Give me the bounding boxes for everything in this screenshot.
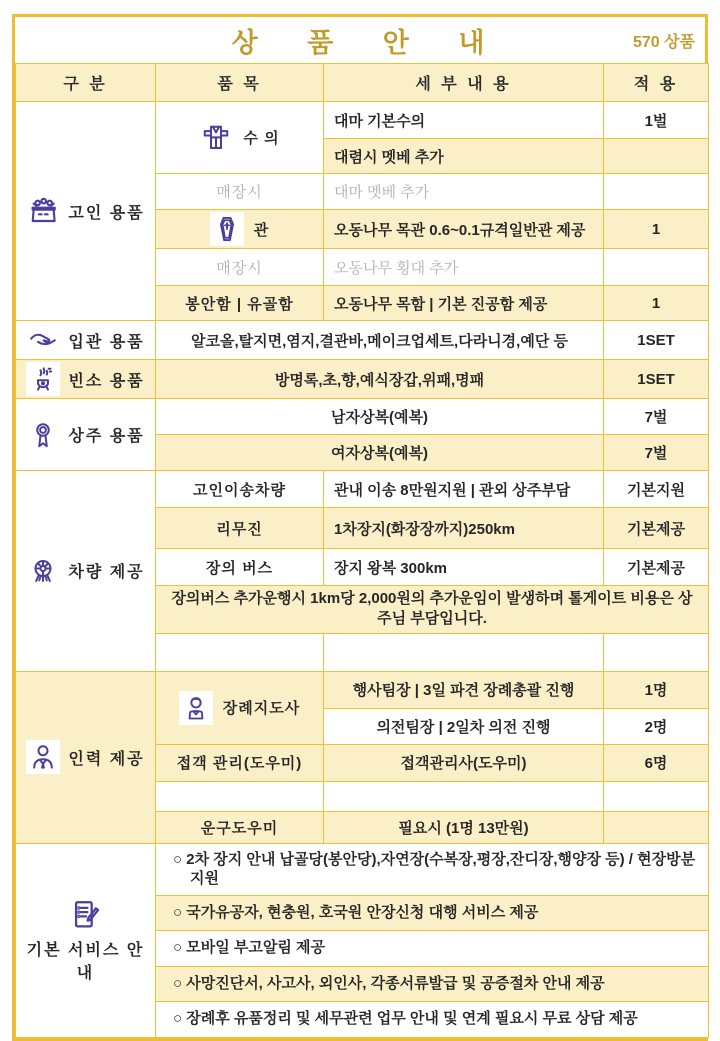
cell-item: 고인이송차량 (156, 471, 324, 508)
cell-item: 매장시 (156, 249, 324, 286)
cell-apply: 1벌 (604, 102, 709, 139)
empty-cell (324, 781, 604, 811)
empty-cell (604, 811, 709, 843)
cell-apply: 1SET (604, 360, 709, 399)
table-row (16, 471, 709, 508)
cell-detail: 오동나무 목함 | 기본 진공함 제공 (324, 286, 604, 321)
empty-cell (604, 781, 709, 811)
cell-detail: 의전팀장 | 2일차 의전 진행 (324, 708, 604, 744)
service-item: ○ 국가유공자, 현충원, 호국원 안장신청 대행 서비스 제공 (156, 895, 709, 930)
cell-item-gwan (156, 210, 324, 249)
section-label: 상주 용품 (68, 428, 145, 445)
cell-detail: 관내 이송 8만원지원 | 관외 상주부담 (324, 471, 604, 508)
cell-detail: 1차장지(화장장까지)250km (324, 508, 604, 549)
table-row (16, 843, 709, 895)
cell-detail: 접객관리사(도우미) (324, 744, 604, 781)
cell-apply: 6명 (604, 744, 709, 781)
wheel-wreath-icon (26, 554, 60, 588)
shroud-robe-icon (199, 121, 233, 155)
notepad-pencil-icon (69, 898, 103, 932)
cell-apply: 기본지원 (604, 471, 709, 508)
table-row (16, 671, 709, 708)
table-row (16, 102, 709, 139)
section-label: 입관 용품 (68, 333, 145, 351)
cell-detail: 여자상복(예복) (156, 435, 604, 471)
page-title: 상 품 안 내 (231, 27, 489, 58)
service-item: ○ 사망진단서, 사고사, 외인사, 각종서류발급 및 공증절차 안내 제공 (156, 966, 709, 1001)
cell-apply: 7벌 (604, 399, 709, 435)
hands-icon (26, 323, 60, 357)
service-item: ○ 모바일 부고알림 제공 (156, 930, 709, 966)
empty-cell (604, 633, 709, 671)
cell-item-director (156, 671, 324, 744)
title-bar (15, 17, 705, 63)
section-vehicle (16, 471, 156, 672)
item-label: 관 (253, 221, 270, 239)
section-label: 기본 서비스 안내 (26, 941, 145, 982)
cell-item: 매장시 (156, 174, 324, 210)
empty-cell (604, 139, 709, 174)
cell-detail: 오동나무 횡대 추가 (324, 249, 604, 286)
empty-cell (324, 633, 604, 671)
section-label: 빈소 용품 (68, 372, 145, 390)
cell-item: 운구도우미 (156, 811, 324, 843)
section-goin (16, 102, 156, 321)
section-ipgwan (16, 321, 156, 360)
cell-detail: 필요시 (1명 13만원) (324, 811, 604, 843)
cell-item-suui (156, 102, 324, 174)
incense-burner-icon (26, 362, 60, 396)
cell-apply: 7벌 (604, 435, 709, 471)
cell-apply: 기본제공 (604, 508, 709, 549)
cell-item: 장의 버스 (156, 549, 324, 586)
cell-apply: 1SET (604, 321, 709, 360)
cell-detail: 오동나무 목관 0.6~0.1규격일반관 제공 (324, 210, 604, 249)
cell-apply: 1명 (604, 671, 709, 708)
cell-detail: 대마 기본수의 (324, 102, 604, 139)
col-header-detail: 세 부 내 용 (324, 64, 604, 102)
section-manpower (16, 671, 156, 843)
cell-detail: 알코올,탈지면,염지,결관바,메이크업세트,다라니경,예단 등 (156, 321, 604, 360)
item-label: 장례지도사 (222, 700, 301, 717)
cell-detail: 대렴시 멧베 추가 (324, 139, 604, 174)
section-binso (16, 360, 156, 399)
product-count-badge: 570 상품 (632, 34, 695, 51)
person-suit-icon (26, 740, 60, 774)
vehicle-note: 장의버스 추가운행시 1km당 2,000원의 추가운임이 발생하며 톨게이트 비용은 상주님 부담입니다. (156, 586, 709, 634)
col-header-gubun: 구 분 (16, 64, 156, 102)
cell-detail: 장지 왕복 300km (324, 549, 604, 586)
ribbon-rosette-icon (26, 418, 60, 452)
table-row (16, 360, 709, 399)
cell-apply: 2명 (604, 708, 709, 744)
col-header-item: 품 목 (156, 64, 324, 102)
product-table (15, 63, 709, 1038)
service-item: ○ 2차 장지 안내 납골당(봉안당),자연장(수복장,평장,잔디장,행양장 등) / 현장방분 지원 (156, 843, 709, 895)
col-header-apply: 적 용 (604, 64, 709, 102)
section-services (16, 843, 156, 1037)
section-sangju (16, 399, 156, 471)
cell-detail: 남자상복(예복) (156, 399, 604, 435)
coffin-icon (210, 212, 244, 246)
cell-item: 리무진 (156, 508, 324, 549)
cell-item: 접객 관리(도우미) (156, 744, 324, 781)
item-label: 수 의 (243, 130, 280, 147)
section-label: 고인 용품 (68, 204, 145, 222)
empty-cell (156, 781, 324, 811)
cell-apply: 1 (604, 286, 709, 321)
section-label: 차량 제공 (68, 564, 145, 582)
casket-icon (26, 194, 60, 228)
table-row (16, 321, 709, 360)
empty-cell (604, 174, 709, 210)
cell-detail: 행사팀장 | 3일 파견 장례총괄 진행 (324, 671, 604, 708)
cell-detail: 방명록,초,향,예식장갑,위패,명패 (156, 360, 604, 399)
cell-item: 봉안함 | 유골함 (156, 286, 324, 321)
table-row (16, 399, 709, 435)
product-guide-sheet (12, 14, 708, 1041)
cell-apply: 1 (604, 210, 709, 249)
cell-apply: 기본제공 (604, 549, 709, 586)
header-row (16, 64, 709, 102)
funeral-director-icon (179, 691, 213, 725)
cell-detail: 대마 멧베 추가 (324, 174, 604, 210)
section-label: 인력 제공 (68, 750, 145, 768)
empty-cell (156, 633, 324, 671)
empty-cell (604, 249, 709, 286)
service-item: ○ 장례후 유품정리 및 세무관련 업무 안내 및 연계 필요시 무료 상담 제공 (156, 1001, 709, 1037)
